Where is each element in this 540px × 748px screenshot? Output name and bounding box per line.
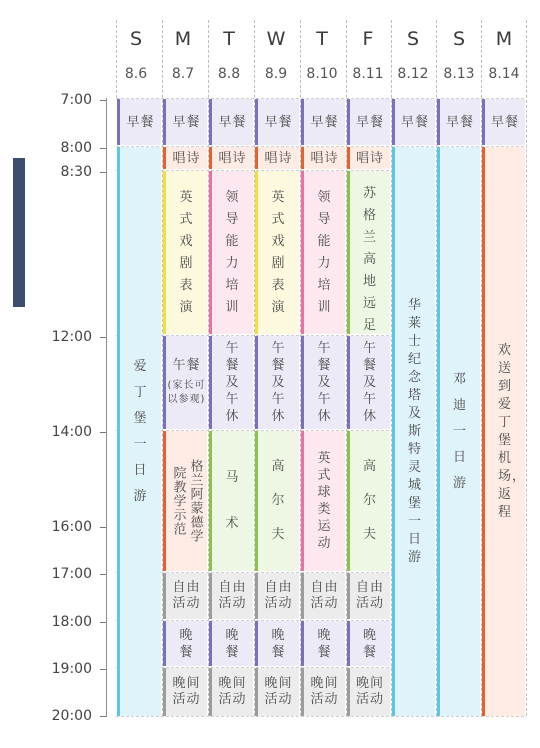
breakfast-label: 早餐 bbox=[445, 114, 474, 130]
afternoon-session-thu bbox=[301, 431, 345, 571]
lunch-cell bbox=[209, 336, 253, 429]
day-header-mon: M bbox=[174, 28, 192, 50]
date-header: 8.9 bbox=[264, 66, 288, 82]
time-label: 18:00 bbox=[51, 614, 92, 630]
session-label: 马术 bbox=[225, 470, 240, 531]
date-header: 8.14 bbox=[488, 66, 520, 82]
breakfast-label: 早餐 bbox=[126, 114, 155, 130]
breakfast-label: 早餐 bbox=[400, 114, 429, 130]
time-label: 7:00 bbox=[60, 92, 92, 108]
time-tick bbox=[100, 100, 106, 101]
dinner-cell bbox=[209, 621, 253, 666]
breakfast-cell bbox=[163, 99, 207, 145]
column-divider bbox=[526, 20, 527, 716]
dinner-cell bbox=[347, 621, 390, 666]
poetry-cell bbox=[163, 147, 207, 169]
session-label: 领导能力培训 bbox=[225, 189, 240, 315]
lunch-cell bbox=[301, 336, 345, 429]
breakfast-label: 早餐 bbox=[490, 114, 519, 130]
poetry-label: 唱诗 bbox=[355, 150, 384, 166]
free-activity-label: 自由活动 bbox=[355, 580, 384, 611]
breakfast-cell bbox=[301, 99, 345, 145]
day-tour-label: 邓迪一日游 bbox=[453, 371, 468, 491]
poetry-cell bbox=[347, 147, 390, 169]
free-activity-label: 自由活动 bbox=[218, 580, 247, 611]
day-header-wed: W bbox=[266, 28, 286, 50]
free-activity-cell bbox=[209, 573, 253, 619]
breakfast-label: 早餐 bbox=[264, 114, 293, 130]
evening-activity-cell bbox=[255, 668, 299, 716]
lunch-label: 午餐 bbox=[172, 358, 201, 373]
morning-session-fri bbox=[347, 171, 390, 334]
free-activity-cell bbox=[255, 573, 299, 619]
airport-transfer-label: 欢送到爱丁堡机场，返程 bbox=[498, 342, 527, 520]
dinner-label: 晚餐 bbox=[225, 627, 240, 660]
time-label: 8:30 bbox=[60, 164, 92, 180]
dinner-cell bbox=[255, 621, 299, 666]
morning-session-wed bbox=[255, 171, 299, 334]
evening-activity-label: 晚间活动 bbox=[264, 676, 293, 707]
dinner-label: 晚餐 bbox=[363, 627, 378, 660]
evening-activity-label: 晚间活动 bbox=[355, 676, 384, 707]
afternoon-session-mon bbox=[163, 431, 207, 571]
hour-gridline bbox=[116, 716, 524, 717]
session-label: 英式球类运动 bbox=[317, 451, 332, 551]
session-label: 格兰阿蒙德学院教学示范 bbox=[170, 459, 203, 543]
time-tick bbox=[100, 337, 106, 338]
free-activity-label: 自由活动 bbox=[264, 580, 293, 611]
dinner-label: 晚餐 bbox=[179, 627, 194, 660]
evening-activity-label: 晚间活动 bbox=[218, 676, 247, 707]
free-activity-label: 自由活动 bbox=[310, 580, 339, 611]
morning-session-mon bbox=[163, 171, 207, 334]
sidebar-accent bbox=[13, 158, 25, 307]
day-header-fri: F bbox=[362, 28, 374, 50]
session-label: 英式戏剧表演 bbox=[271, 189, 286, 315]
lunch-cell bbox=[347, 336, 390, 429]
airport-transfer bbox=[482, 147, 525, 716]
lunch-cell bbox=[255, 336, 299, 429]
breakfast-label: 早餐 bbox=[355, 114, 384, 130]
day-tour-label: 华莱士纪念塔及斯特灵城堡一日游 bbox=[408, 297, 423, 565]
date-header: 8.6 bbox=[124, 66, 148, 82]
day-tour-sun bbox=[117, 147, 161, 716]
evening-activity-cell bbox=[301, 668, 345, 716]
evening-activity-cell bbox=[209, 668, 253, 716]
time-tick bbox=[100, 669, 106, 670]
time-label: 14:00 bbox=[51, 424, 92, 440]
dinner-label: 晚餐 bbox=[317, 627, 332, 660]
time-tick bbox=[100, 622, 106, 623]
session-label: 苏格兰高地远足 bbox=[363, 186, 378, 333]
afternoon-session-wed bbox=[255, 431, 299, 571]
day-header-sat: S bbox=[406, 28, 420, 50]
breakfast-cell bbox=[437, 99, 480, 145]
dinner-cell bbox=[163, 621, 207, 666]
day-header-thu: T bbox=[316, 28, 328, 50]
breakfast-label: 早餐 bbox=[310, 114, 339, 130]
free-activity-cell bbox=[347, 573, 390, 619]
evening-activity-label: 晚间活动 bbox=[172, 676, 201, 707]
lunch-note: (家长可以参观) bbox=[167, 380, 206, 405]
day-tour-sun2 bbox=[437, 147, 480, 716]
poetry-cell bbox=[209, 147, 253, 169]
poetry-label: 唱诗 bbox=[310, 150, 339, 166]
session-label: 领导能力培训 bbox=[317, 189, 332, 315]
time-label: 16:00 bbox=[51, 519, 92, 535]
date-header: 8.8 bbox=[217, 66, 241, 82]
column-divider bbox=[116, 20, 117, 98]
evening-activity-cell bbox=[163, 668, 207, 716]
free-activity-label: 自由活动 bbox=[172, 580, 201, 611]
poetry-label: 唱诗 bbox=[264, 150, 293, 166]
day-header-tue: T bbox=[223, 28, 235, 50]
time-label: 20:00 bbox=[51, 708, 92, 724]
breakfast-cell bbox=[255, 99, 299, 145]
time-label: 8:00 bbox=[60, 140, 92, 156]
breakfast-label: 早餐 bbox=[218, 114, 247, 130]
evening-activity-label: 晚间活动 bbox=[310, 676, 339, 707]
breakfast-cell bbox=[347, 99, 390, 145]
time-tick bbox=[100, 716, 106, 717]
day-tour-sat bbox=[392, 147, 435, 716]
evening-activity-cell bbox=[347, 668, 390, 716]
breakfast-cell bbox=[209, 99, 253, 145]
morning-session-tue bbox=[209, 171, 253, 334]
afternoon-session-tue bbox=[209, 431, 253, 571]
time-label: 19:00 bbox=[51, 661, 92, 677]
day-header-sun: S bbox=[129, 28, 143, 50]
lunch-label: 午餐及午休 bbox=[271, 341, 286, 424]
breakfast-cell bbox=[392, 99, 435, 145]
poetry-cell bbox=[255, 147, 299, 169]
dinner-label: 晚餐 bbox=[271, 627, 286, 660]
day-tour-label: 爱丁堡一日游 bbox=[133, 358, 148, 504]
date-header: 8.7 bbox=[171, 66, 195, 82]
poetry-label: 唱诗 bbox=[172, 150, 201, 166]
day-header-mon2: M bbox=[495, 28, 513, 50]
lunch-cell-mon bbox=[163, 336, 207, 429]
session-label: 高尔夫 bbox=[363, 459, 378, 542]
session-label: 英式戏剧表演 bbox=[179, 189, 194, 315]
date-header: 8.12 bbox=[397, 66, 429, 82]
time-tick bbox=[100, 574, 106, 575]
date-header: 8.13 bbox=[443, 66, 475, 82]
dinner-cell bbox=[301, 621, 345, 666]
date-header: 8.10 bbox=[306, 66, 338, 82]
time-tick bbox=[100, 432, 106, 433]
breakfast-cell bbox=[482, 99, 525, 145]
time-axis bbox=[106, 98, 107, 717]
time-label: 12:00 bbox=[51, 329, 92, 345]
poetry-cell bbox=[301, 147, 345, 169]
morning-session-thu bbox=[301, 171, 345, 334]
lunch-label: 午餐及午休 bbox=[363, 341, 378, 424]
free-activity-cell bbox=[301, 573, 345, 619]
date-header: 8.11 bbox=[352, 66, 384, 82]
day-header-sun2: S bbox=[452, 28, 466, 50]
time-tick bbox=[100, 148, 106, 149]
time-tick bbox=[100, 172, 106, 173]
breakfast-cell bbox=[117, 99, 161, 145]
breakfast-label: 早餐 bbox=[172, 114, 201, 130]
free-activity-cell bbox=[163, 573, 207, 619]
time-label: 17:00 bbox=[51, 566, 92, 582]
time-tick bbox=[100, 527, 106, 528]
session-label: 高尔夫 bbox=[271, 459, 286, 542]
lunch-label: 午餐及午休 bbox=[317, 341, 332, 424]
afternoon-session-fri bbox=[347, 431, 390, 571]
poetry-label: 唱诗 bbox=[218, 150, 247, 166]
lunch-label: 午餐及午休 bbox=[225, 341, 240, 424]
